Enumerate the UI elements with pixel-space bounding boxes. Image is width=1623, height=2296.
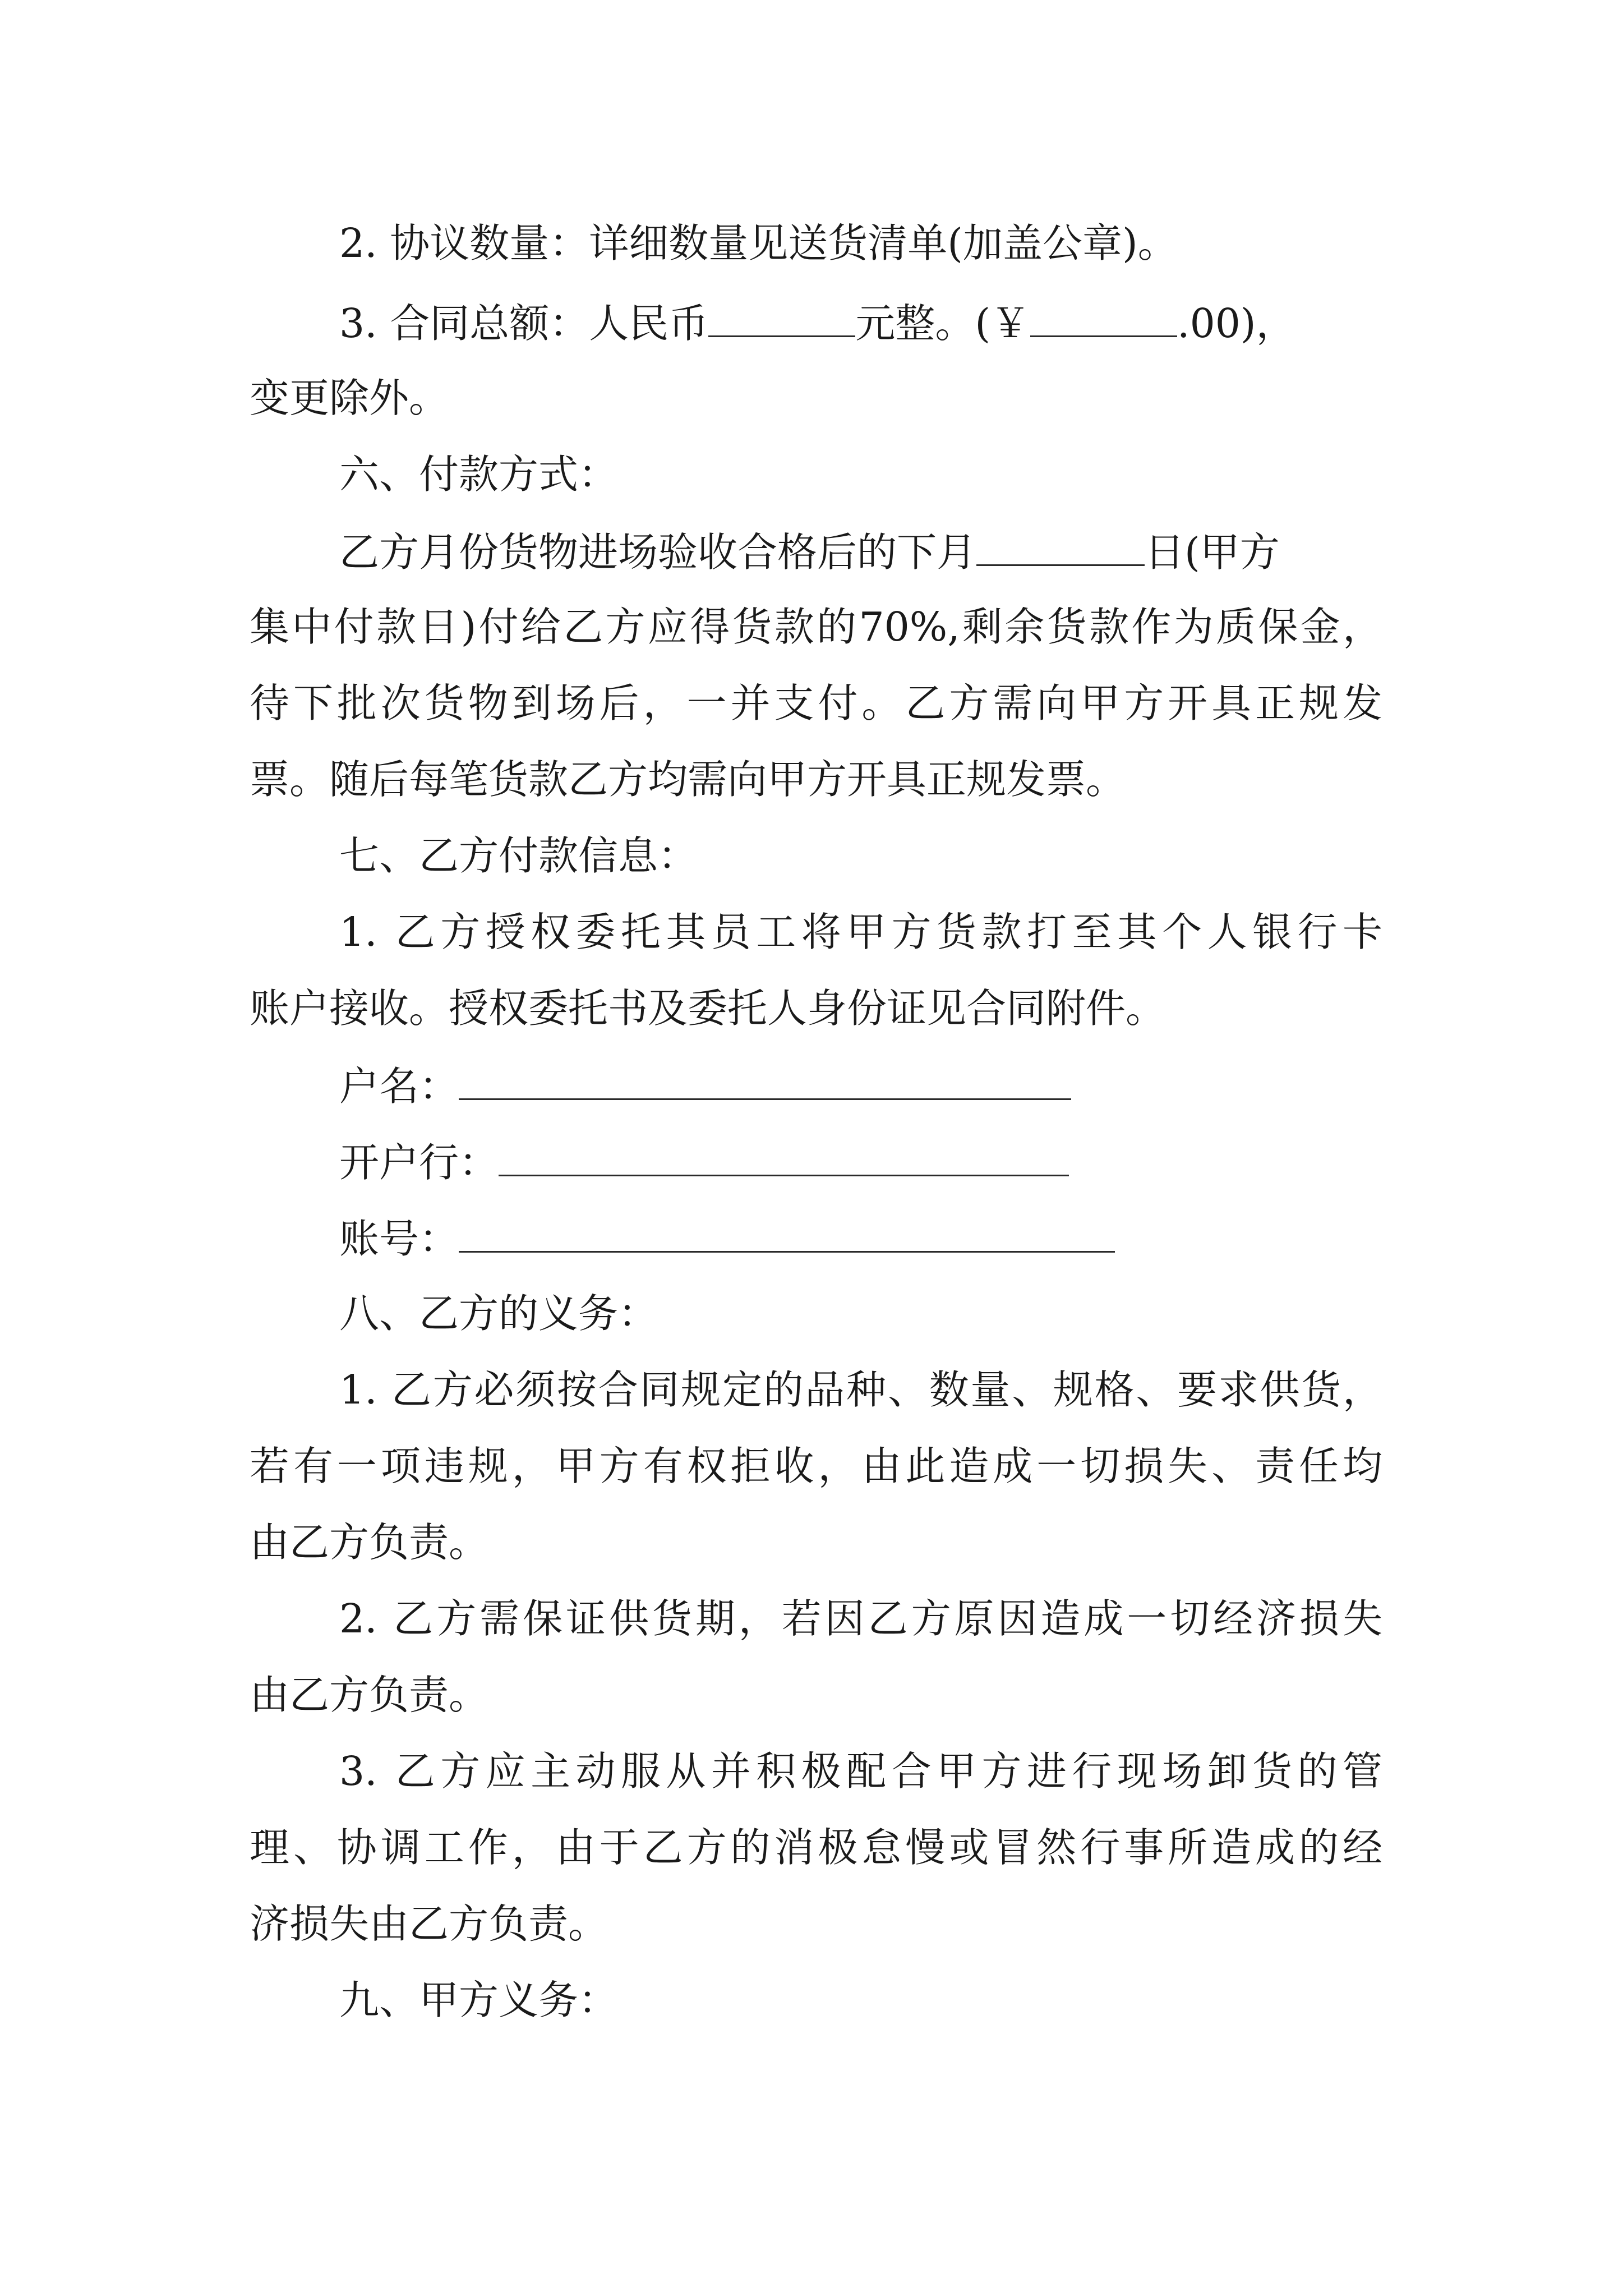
bank-blank [499, 1141, 1069, 1176]
payment-day-blank [976, 531, 1145, 566]
obligation-1-line-3: 由乙方负责。 [250, 1519, 489, 1566]
account-name-label: 户名： [339, 1063, 459, 1110]
obligation-1-line-1: 1. 乙方必须按合同规定的品种、数量、规格、要求供货， [339, 1366, 1382, 1413]
amount-figures-blank [1030, 302, 1177, 337]
bank-label: 开户行： [339, 1139, 499, 1186]
section-heading-payment-info: 七、乙方付款信息： [339, 832, 698, 879]
obligation-3-line-2: 理、协调工作，由于乙方的消极怠慢或冒然行事所造成的经 [250, 1824, 1382, 1871]
payment-info-line-1: 1. 乙方授权委托其员工将甲方货款打至其个人银行卡 [339, 909, 1382, 955]
account-number-blank [459, 1217, 1115, 1253]
payment-method-text-b: 日(甲方 [1145, 529, 1280, 576]
account-name-blank [459, 1065, 1071, 1100]
quantity-clause: 2. 协议数量：详细数量见送货清单(加盖公章)。 [339, 220, 1178, 266]
obligation-2-line-1: 2. 乙方需保证供货期，若因乙方原因造成一切经济损失 [339, 1595, 1382, 1642]
obligation-3-line-3: 济损失由乙方负责。 [250, 1901, 608, 1947]
total-amount-end: .00)， [1177, 300, 1296, 347]
total-amount-label: 3. 合同总额：人民币 [339, 300, 709, 347]
total-amount-mid: 元整。(￥ [855, 300, 1031, 347]
account-number-label: 账号： [339, 1216, 459, 1262]
total-amount-clause [339, 300, 1296, 347]
payment-info-line-2: 账户接收。授权委托书及委托人身份证见合同附件。 [250, 985, 1166, 1032]
payment-method-line-1 [339, 529, 1280, 576]
payment-method-line-3: 待下批次货物到场后，一并支付。乙方需向甲方开具正规发 [250, 680, 1382, 726]
amount-words-blank [708, 302, 855, 337]
obligation-2-line-2: 由乙方负责。 [250, 1672, 489, 1718]
total-amount-clause-cont: 变更除外。 [250, 375, 449, 421]
section-heading-party-b-obligations: 八、乙方的义务： [339, 1290, 658, 1337]
section-heading-payment-method: 六、付款方式： [339, 451, 619, 498]
section-heading-party-a-obligations: 九、甲方义务： [339, 1977, 619, 2023]
bank-field [339, 1139, 1069, 1186]
obligation-1-line-2: 若有一项违规，甲方有权拒收，由此造成一切损失、责任均 [250, 1443, 1382, 1489]
payment-method-line-4: 票。随后每笔货款乙方均需向甲方开具正规发票。 [250, 756, 1126, 803]
payment-method-text-a: 乙方月份货物进场验收合格后的下月 [339, 529, 977, 576]
account-number-field [339, 1216, 1115, 1262]
account-name-field [339, 1063, 1071, 1110]
obligation-3-line-1: 3. 乙方应主动服从并积极配合甲方进行现场卸货的管 [339, 1748, 1382, 1795]
payment-method-line-2: 集中付款日)付给乙方应得货款的70%,剩余货款作为质保金， [250, 604, 1382, 650]
